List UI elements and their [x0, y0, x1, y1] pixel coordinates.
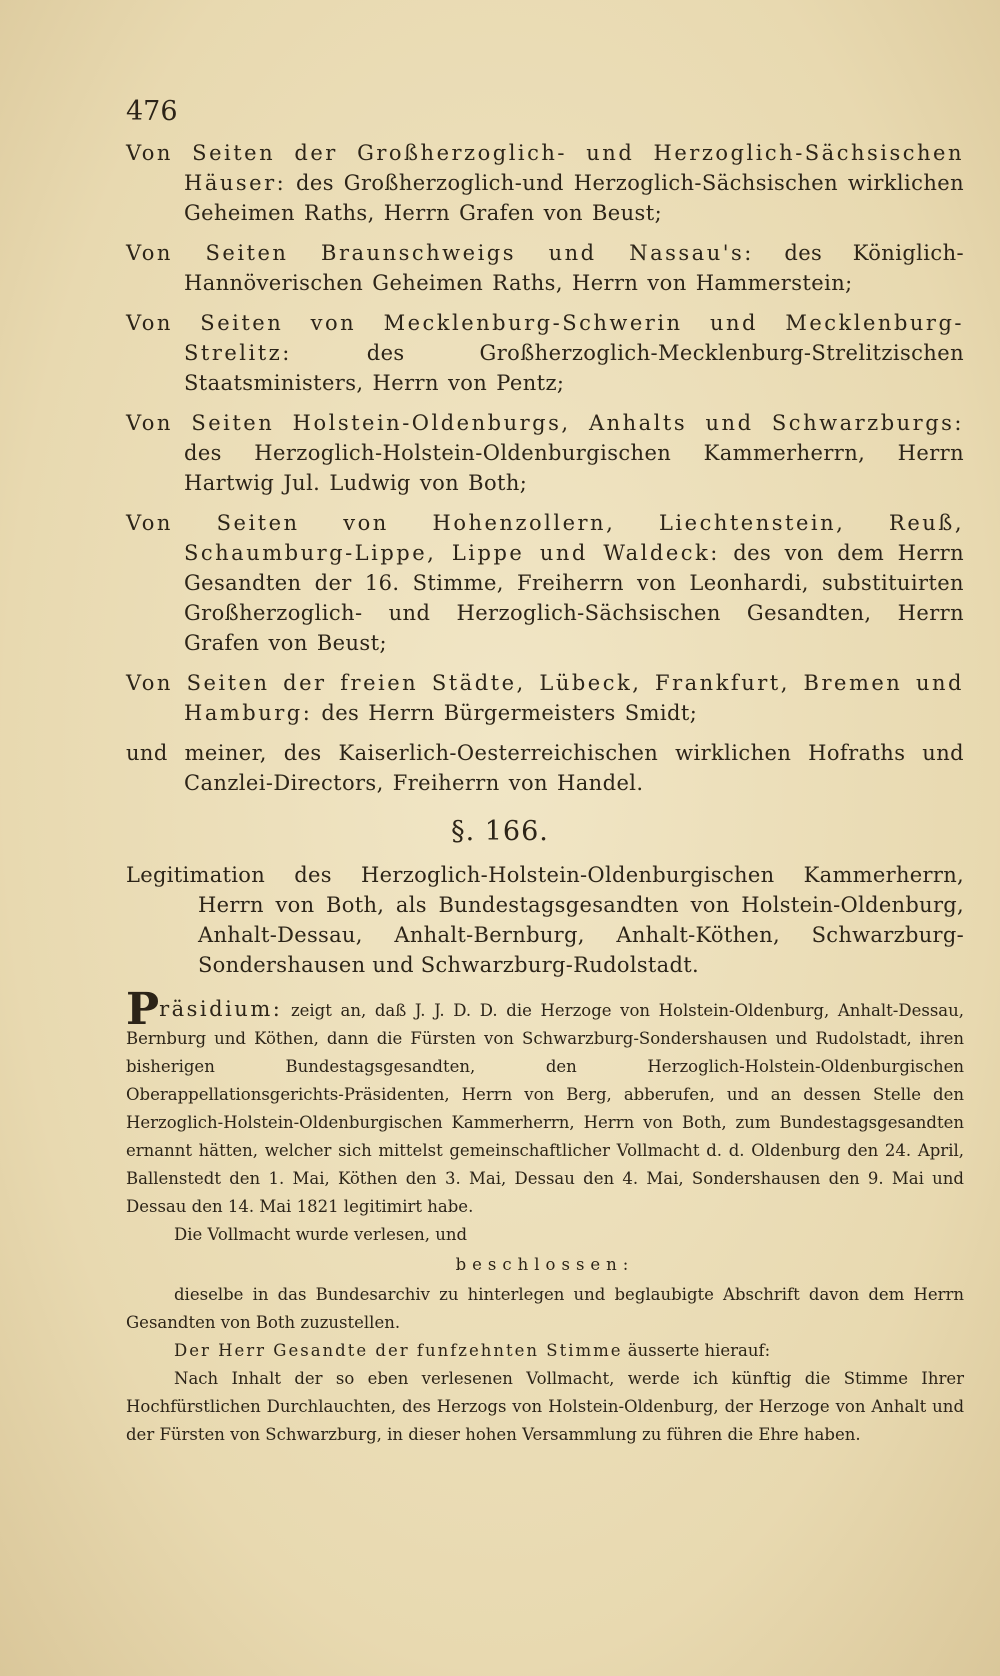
entry-text: des Herrn Bürgermeisters Smidt;	[312, 701, 698, 725]
entry-lead: Von Seiten von Mecklenburg-Schwerin und Mecklenburg-Strelitz:	[126, 311, 964, 365]
protocol-text	[126, 984, 964, 1449]
delegation-list	[126, 138, 964, 808]
vollmacht-line: Die Vollmacht wurde verlesen, und	[174, 1225, 468, 1244]
list-item	[126, 308, 964, 398]
section-summary: Legitimation des Herzoglich-Holstein-Oldenburgischen Kammerherrn, Herrn von Both, als Bundestagsgesandten von Holstein-Oldenburg, Anhalt-Dessau, Anhalt-Bernburg, Anhalt-Köthen, Schwarzburg-Sondershausen und Schwarzburg-Rudolstadt.	[126, 863, 964, 977]
statement-text: Nach Inhalt der so eben verlesenen Vollmacht, werde ich künftig die Stimme Ihrer Hochfürstlichen Durchlauchten, des Herzogs von Holstein-Oldenburg, der Herzoge von Anhalt und der Fürsten von Schwarzburg, in dieser hohen Versammlung zu führen die Ehre haben.	[126, 1369, 964, 1444]
entry-lead: Von Seiten der Großherzoglich- und Herzoglich-Sächsischen Häuser:	[126, 141, 964, 195]
decision-text: dieselbe in das Bundesarchiv zu hinterlegen und beglaubigte Abschrift davon dem Herrn Gesandten von Both zuzustellen.	[126, 1285, 964, 1332]
entry-lead: Von Seiten der freien Städte, Lübeck, Frankfurt, Bremen und Hamburg:	[126, 671, 964, 725]
entry-lead: Von Seiten Braunschweigs und Nassau's:	[126, 241, 754, 265]
entry-text: des Großherzoglich-und Herzoglich-Sächsischen wirklichen Geheimen Raths, Herrn Grafen von Beust;	[184, 171, 964, 225]
list-item	[126, 138, 964, 228]
gesandte-line	[126, 1337, 964, 1365]
entry-text: des von dem Herrn Gesandten der 16. Stimme, Freiherrn von Leonhardi, substituirten Großherzoglich- und Herzoglich-Sächsischen Gesandten, Herrn Grafen von Beust;	[184, 541, 964, 655]
praesidium-label: räsidium:	[159, 997, 283, 1021]
list-item	[126, 408, 964, 498]
list-item	[126, 508, 964, 658]
list-item	[126, 738, 964, 798]
praesidium-paragraph	[126, 984, 964, 1221]
list-item	[126, 668, 964, 728]
page-number: 476	[126, 96, 178, 127]
entry-lead: Von Seiten Holstein-Oldenburgs, Anhalts und Schwarzburgs:	[126, 411, 964, 435]
entry-text: des Kaiserlich-Oesterreichischen wirklichen Hofraths und Canzlei-Directors, Freiherrn von Handel.	[184, 741, 964, 795]
beschlossen-label: beschlossen:	[455, 1255, 635, 1274]
entry-text: des Königlich-Hannöverischen Geheimen Raths, Herrn von Hammerstein;	[184, 241, 964, 295]
gesandte-text: äusserte hierauf:	[622, 1341, 771, 1360]
drop-cap: P	[126, 984, 160, 1035]
entry-text: des Großherzoglich-Mecklenburg-Strelitzischen Staatsministers, Herrn von Pentz;	[184, 341, 964, 395]
list-item	[126, 238, 964, 298]
entry-lead: und meiner,	[126, 741, 267, 765]
entry-lead: Von Seiten von Hohenzollern, Liechtenstein, Reuß, Schaumburg-Lippe, Lippe und Waldeck:	[126, 511, 964, 565]
gesandte-lead: Der Herr Gesandte der funfzehnten Stimme	[174, 1341, 623, 1360]
praesidium-text: zeigt an, daß J. J. D. D. die Herzoge von Holstein-Oldenburg, Anhalt-Dessau, Bernburg und Köthen, dann die Fürsten von Schwarzburg-Sondershausen und Rudolstadt, ihren bisherigen Bundestagsgesandten, den Herzoglich-Holstein-Oldenburgischen Oberappellationsgerichts-Präsidenten, Herrn von Berg, abberufen, und an dessen Stelle den Herzoglich-Holstein-Oldenburgischen Kammerherrn, Herrn von Both, zum Bundestagsgesandten ernannt hätten, welcher sich mittelst gemeinschaftlicher Vollmacht d. d. Oldenburg den 24. April, Ballenstedt den 1. Mai, Köthen den 3. Mai, Dessau den 4. Mai, Sondershausen den 9. Mai und Dessau den 14. Mai 1821 legitimirt habe.	[126, 1001, 964, 1216]
entry-text: des Herzoglich-Holstein-Oldenburgischen Kammerherrn, Herrn Hartwig Jul. Ludwig von Both;	[184, 441, 964, 495]
section-heading: §. 166.	[451, 816, 549, 847]
